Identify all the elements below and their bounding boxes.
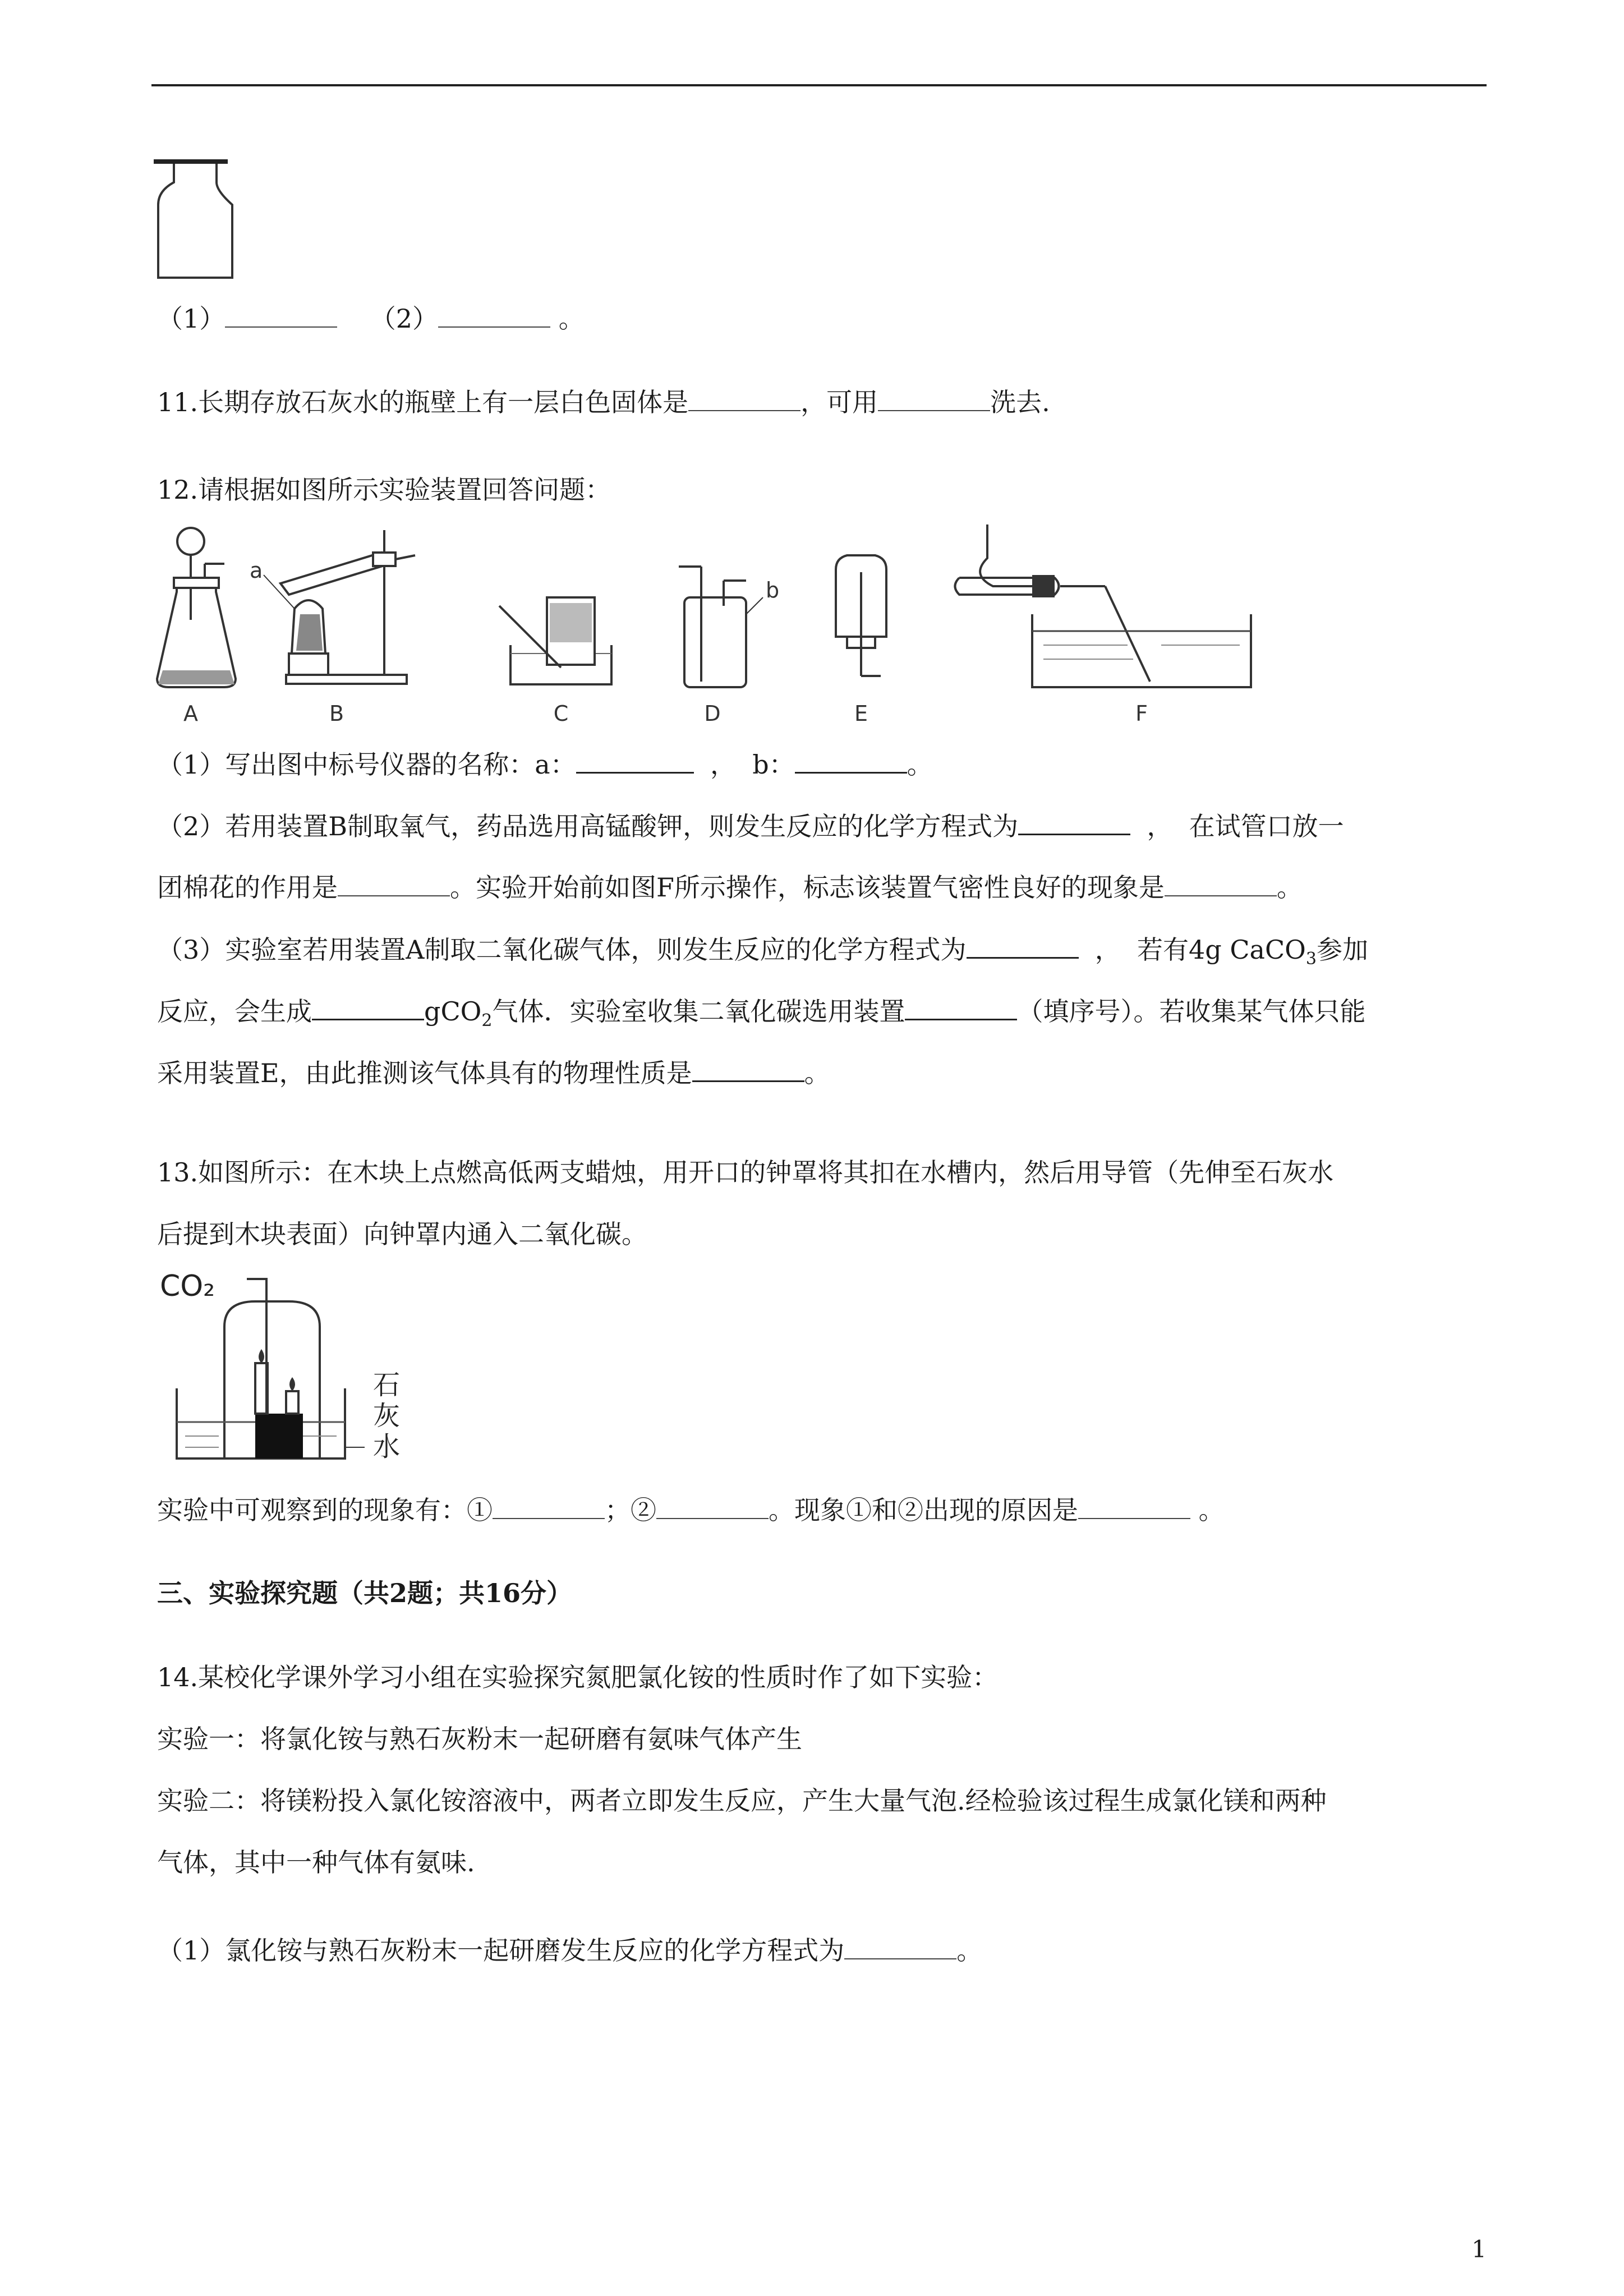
svg-text:石: 石 <box>373 1369 401 1401</box>
svg-text:b: b <box>766 578 780 602</box>
q12-part2-line1: （2）若用装置B制取氧气，药品选用高锰酸钾，则发生反应的化学方程式为 ， 在试管口放一 <box>157 808 1344 843</box>
svg-text:a: a <box>250 558 263 583</box>
q12-blank-airtight[interactable] <box>1165 869 1277 896</box>
q13-answer-line: 实验中可观察到的现象有：① ；② 。现象①和②出现的原因是 。 <box>157 1492 1225 1527</box>
q10-blank-1[interactable] <box>225 301 337 328</box>
q12-part3-line3: 采用装置E，由此推测该气体具有的物理性质是 。 <box>157 1055 830 1090</box>
q11-line: 11.长期存放石灰水的瓶壁上有一层白色固体是 ，可用 洗去. <box>157 384 1050 419</box>
q12-blank-equation-b[interactable] <box>1018 808 1130 835</box>
svg-text:灰: 灰 <box>373 1400 401 1432</box>
q13-bell-jar-figure <box>151 1265 443 1473</box>
q12-blank-b[interactable] <box>795 746 907 774</box>
q14-exp2-line1: 实验二：将镁粉投入氯化铵溶液中，两者立即发生反应，产生大量气泡.经检验该过程生成氯化镁和两种 <box>157 1786 1327 1816</box>
q14-exp2-line2: 气体，其中一种气体有氨味. <box>157 1847 475 1878</box>
reagent-bottle-figure <box>151 151 241 286</box>
apparatus-d <box>679 567 779 726</box>
q12-blank-property[interactable] <box>692 1055 804 1082</box>
svg-text:E: E <box>854 701 868 726</box>
q12-part1: （1）写出图中标号仪器的名称：a： ， b： 。 <box>157 746 933 781</box>
svg-text:F: F <box>1135 701 1148 726</box>
page-number: 1 <box>1471 2235 1487 2263</box>
q14-exp1: 实验一：将氯化铵与熟石灰粉末一起研磨有氨味气体产生 <box>157 1724 802 1754</box>
q10-answer-line: （1） （2） 。 <box>157 301 585 335</box>
bottle-body <box>158 164 232 278</box>
q10-blank-2[interactable] <box>438 301 550 328</box>
q13-stem-line1: 13.如图所示：在木块上点燃高低两支蜡烛，用开口的钟罩将其扣在水槽内，然后用导管（先伸至石灰水 <box>157 1157 1334 1188</box>
q12-stem: 12.请根据如图所示实验装置回答问题： <box>157 475 611 505</box>
q13-blank-3[interactable] <box>1078 1492 1190 1519</box>
q12-part2-line2: 团棉花的作用是 。实验开始前如图F所示操作，标志该装置气密性良好的现象是 。 <box>157 869 1303 904</box>
svg-text:A: A <box>183 701 198 726</box>
q13-blank-1[interactable] <box>493 1492 605 1519</box>
svg-text:B: B <box>329 701 344 726</box>
q12-apparatus-figure <box>151 524 1268 732</box>
apparatus-b <box>250 530 415 726</box>
q11-blank-2[interactable] <box>878 384 990 411</box>
q12-blank-equation-a[interactable] <box>967 931 1079 959</box>
q14-blank-equation[interactable] <box>844 1932 956 1959</box>
apparatus-f <box>955 524 1252 726</box>
svg-text:D: D <box>704 701 721 726</box>
q12-blank-mass[interactable] <box>312 993 424 1020</box>
q12-part3-line1: （3）实验室若用装置A制取二氧化碳气体，则发生反应的化学方程式为 ， 若有4g CaCO$_3$参加 <box>157 931 1368 967</box>
q12-blank-device[interactable] <box>905 993 1017 1020</box>
svg-text:CO₂: CO₂ <box>160 1269 215 1303</box>
header-rule <box>151 84 1487 86</box>
q11-blank-1[interactable] <box>688 384 801 411</box>
svg-text:水: 水 <box>373 1431 401 1462</box>
q12-part3-line2: 反应，会生成 gCO$_2$气体．实验室收集二氧化碳选用装置 （填序号）。若收集某气体只能 <box>157 993 1365 1028</box>
apparatus-a <box>157 528 236 726</box>
svg-text:C: C <box>553 701 569 726</box>
q12-blank-cotton[interactable] <box>338 869 450 896</box>
apparatus-e <box>836 555 886 726</box>
q14-stem: 14.某校化学课外学习小组在实验探究氮肥氯化铵的性质时作了如下实验： <box>157 1662 999 1692</box>
q13-stem-line2: 后提到木块表面）向钟罩内通入二氧化碳。 <box>157 1219 647 1249</box>
section3-title: 三、实验探究题（共2题；共16分） <box>157 1578 573 1608</box>
q14-part1: （1）氯化铵与熟石灰粉末一起研磨发生反应的化学方程式为 。 <box>157 1932 982 1967</box>
q12-blank-a[interactable] <box>576 746 694 774</box>
apparatus-c <box>499 597 611 726</box>
q13-blank-2[interactable] <box>656 1492 769 1519</box>
